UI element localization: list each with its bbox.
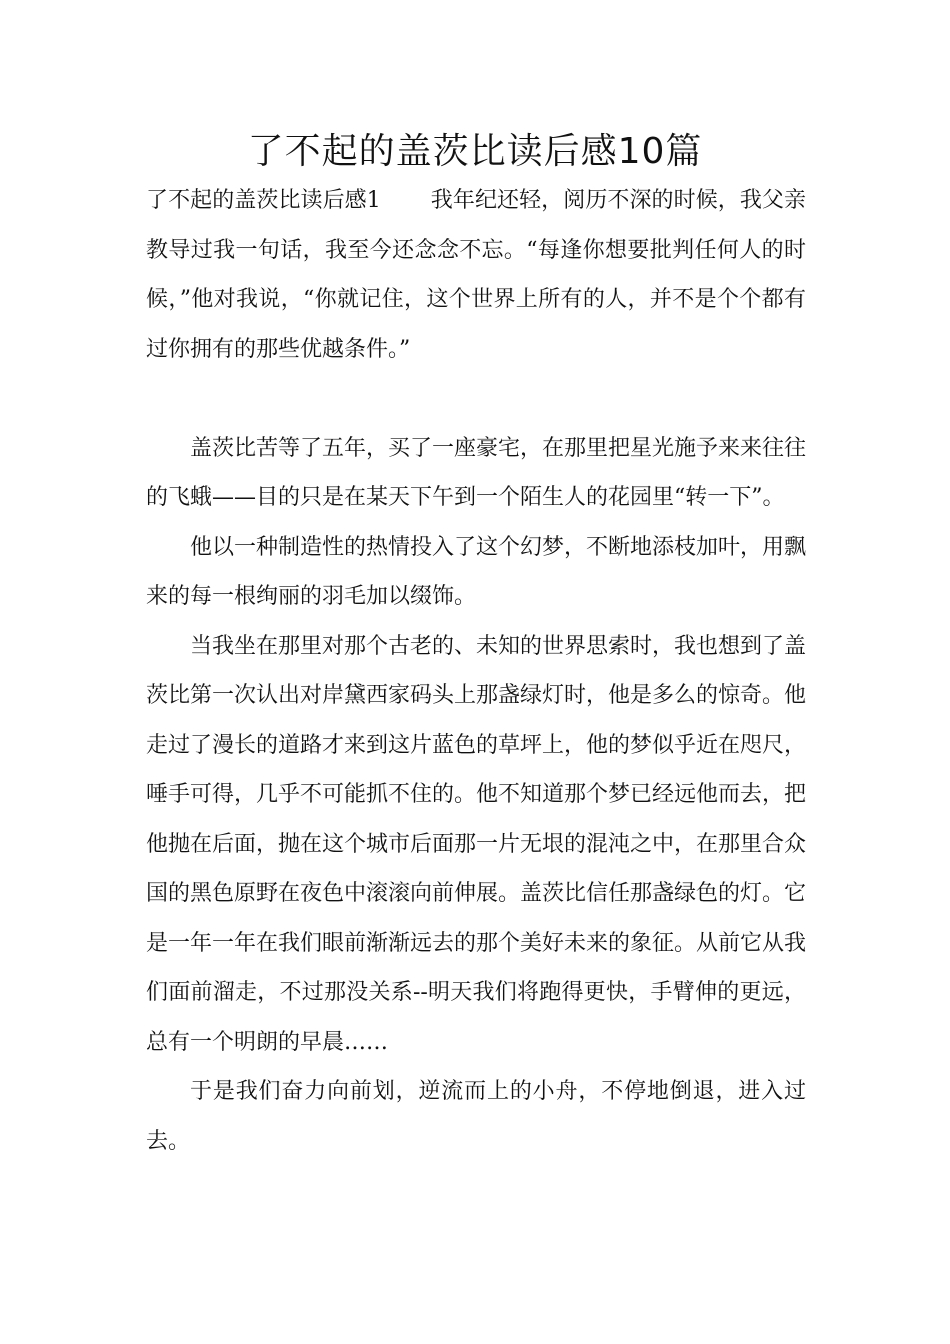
- paragraph-3: 他以一种制造性的热情投入了这个幻梦，不断地添枝加叶，用飘来的每一根绚丽的羽毛加以缀饰。: [146, 534, 807, 609]
- paragraph-1: [146, 176, 806, 374]
- blank-line: [146, 374, 806, 424]
- section-subheading: 了不起的盖茨比读后感1: [146, 188, 381, 213]
- document-body: [146, 176, 806, 1166]
- paragraph-5: 于是我们奋力向前划，逆流而上的小舟，不停地倒退，进入过去。: [146, 1079, 806, 1154]
- paragraph-2: 盖茨比苦等了五年，买了一座豪宅，在那里把星光施予来来往往的飞蛾——目的只是在某天下午到一个陌生人的花园里“转一下”。: [146, 435, 807, 510]
- paragraph-4: 当我坐在那里对那个古老的、未知的世界思索时，我也想到了盖茨比第一次认出对岸黛西家码头上那盏绿灯时，他是多么的惊奇。他走过了漫长的道路才来到这片蓝色的草坪上，他的梦似乎近在咫尺，唾手可得，几乎不可能抓不住的。他不知道那个梦已经远他而去，把他抛在后面，抛在这个城市后面那一片无垠的混沌之中，在那里合众国的黑色原野在夜色中滚滚向前伸展。盖茨比信任那盏绿色的灯。它是一年一年在我们眼前渐渐远去的那个美好未来的象征。从前它从我们面前溜走，不过那没关系--明天我们将跑得更快，手臂伸的更远，总有一个明朗的早晨……: [146, 633, 807, 1055]
- document-title: 了不起的盖茨比读后感10篇: [247, 131, 703, 172]
- paragraph-1-text: 我年纪还轻，阅历不深的时候，我父亲教导过我一句话，我至今还念念不忘。“每逢你想要批判任何人的时候，”他对我说，“你就记住，这个世界上所有的人，并不是个个都有过你拥有的那些优越条件。”: [146, 188, 806, 362]
